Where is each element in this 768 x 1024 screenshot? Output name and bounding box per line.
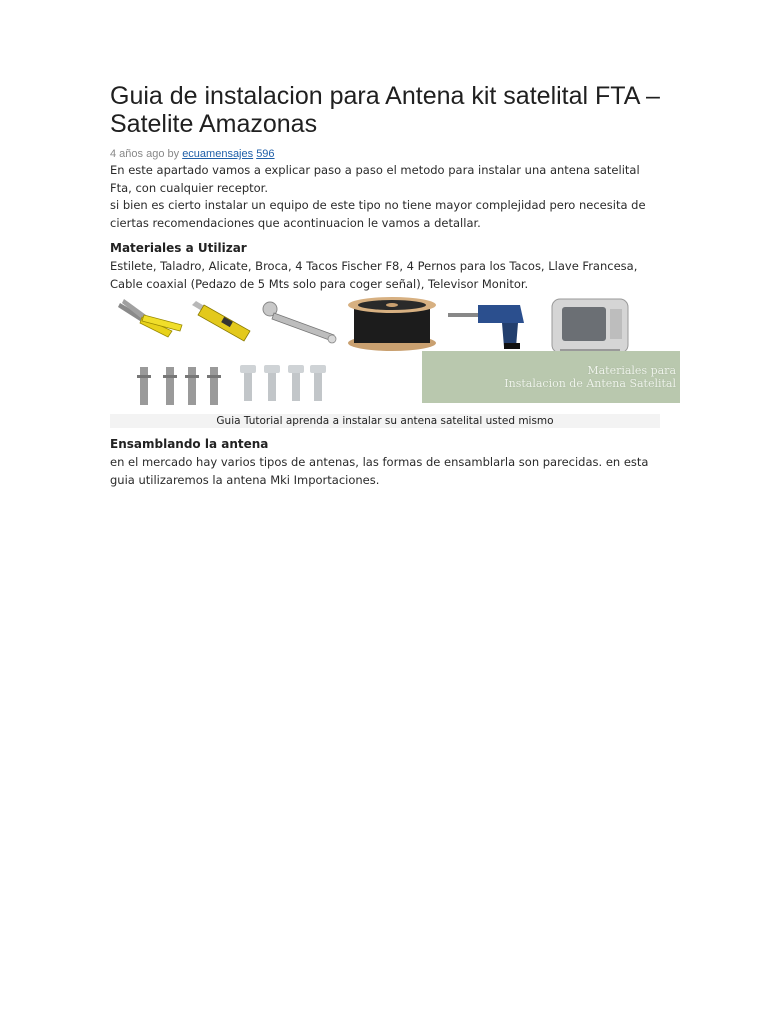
- intro-paragraph-1: En este apartado vamos a explicar paso a paso el metodo para instalar una antena satelital Fta, con cualquier receptor.: [110, 163, 640, 195]
- article-meta: [110, 148, 660, 161]
- pliers-icon: [118, 299, 182, 337]
- materials-image: [110, 295, 680, 413]
- banner-line-2: Instalacion de Antena Satelital: [504, 377, 676, 390]
- intro-paragraph-2: si bien es cierto instalar un equipo de este tipo no tiene mayor complejidad pero necesita de ciertas recomendaciones que acontinuacion le vamos a detallar.: [110, 198, 646, 230]
- bolt-icon: [240, 365, 326, 401]
- wall-plug-icon: [137, 367, 221, 405]
- article: [110, 82, 676, 489]
- count-link[interactable]: 596: [256, 148, 275, 160]
- tv-monitor-icon: [552, 299, 628, 353]
- post-age: 4 años ago by: [110, 148, 180, 160]
- materials-banner: [422, 351, 680, 403]
- article-title: Guia de instalacion para Antena kit satelital FTA – Satelite Amazonas: [110, 82, 660, 138]
- image-caption: Guia Tutorial aprenda a instalar su antena satelital usted mismo: [110, 414, 660, 428]
- banner-line-1: Materiales para: [587, 364, 676, 377]
- materials-heading: Materiales a Utilizar: [110, 241, 247, 255]
- assembly-heading: Ensamblando la antena: [110, 437, 269, 451]
- materials-text: Estilete, Taladro, Alicate, Broca, 4 Tacos Fischer F8, 4 Pernos para los Tacos, Llave Francesa, Cable coaxial (Pedazo de 5 Mts solo para coger señal), Televisor Monitor.: [110, 259, 638, 291]
- assembly-text: en el mercado hay varios tipos de antenas, las formas de ensamblarla son parecidas. en esta guia utilizaremos la antena Mki Importaciones.: [110, 455, 649, 487]
- drill-icon: [448, 305, 524, 349]
- box-cutter-icon: [192, 301, 250, 341]
- cable-spool-icon: [348, 297, 436, 351]
- wrench-icon: [263, 302, 336, 343]
- author-link[interactable]: ecuamensajes: [182, 148, 254, 160]
